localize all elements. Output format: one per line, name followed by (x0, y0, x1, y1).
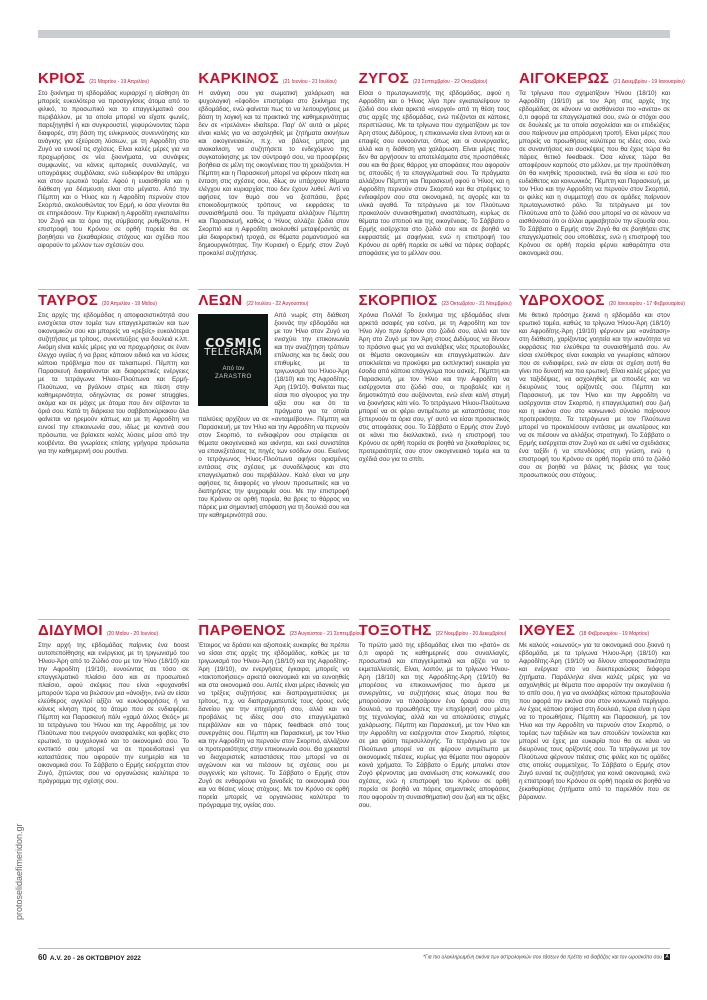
sign-text: Στην αρχή της εβδομάδας παίρνεις ένα boost αυτοπεποίθησης και ενέργειας με τη τριγωνισμό του Ήλιου-Άρη από το Ζώδιό σου με τον Ήλιο (18/10) και την Αφροδίτη (19/10), ευνοώντας σε τόσο σε επαγγελματικό πλαίσιο όσο και σε προσωπικό πλαίσιο, αφού σκέψεις που είναι «ψυχαναθεί μπορούν τώρα να βιώσουν μια «άνοιξη», ενώ αν είσαι ελεύθερος αγγελοί αξίζει να κυκλοφορήσεις ή να κάνεις κίνηση προς το άτομο που σε ενδιαφέρει. Πέμπτη και Παρασκευή πάλι «χαμό άλλος Θεός» με τα τετράγωνα του Ήλιου και της Αφροδίτης με τον Πλούτωνα που ενεργούν ανασφαλείες και φοβίες στο ερωτικό, το ψυχολογικό και το οικονομικό σου. Το ενστικτό σου μπορεί να σε προειδοποιεί για καταστάσεις που αφορούν την ευημερία και τα οικονομικά σου. Το Σάββατο ο Ερμής εισέρχεται στον Ζυγό, ζητώντας σου να οργανώσεις καλύτερα το πρόγραμμα της σχέσης σου. (38, 642, 189, 786)
sign-header (38, 622, 189, 639)
sign-zygos (359, 70, 510, 289)
sign-text-body: Από νωρίς στη διάθεση ξεκινάς την εβδομάδα και με τον Ήλιο στον Ζυγό να ενισχύει την επικοινωνία και την αναζήτηση τρόπων επίλυσης και τις δικές σου επιθυμίες με τα τριγωνισμό του Ήλιου-Άρη (18/10) και της Αφροδίτης-Άρη (19/10). Φαίνεται πως είσαι πιο σίγουρος για την αξία σου και ότι τα πράγματα για τα οποία παλεύεις αρχίζουν να σε «ανταμείβουν». Πέμπτη και Παρασκευή, με τον Ήλιο και την Αφροδίτη να περνούν στον Σκορπιό, το ενδιαφέρον σου στρέφεται σε θέματα οικογενειακά και ακίνητα, και εκεί συνιστάται να επανεξετάσεις τις πηγές των εσόδων σου. Εκείνος ο τετράγωνος Ήλιος-Πλούτωνα αφήνει ορισμένες εντάσεις στις σχέσεις με συναδέλφους και στο επαγγελματικό σου περιβάλλον. Καλό είναι να μην αφήσεις τις διαφορές να γίνουν προσωπικές και να διατηρήσεις την ψυχραιμία σου. Με την επιστροφή του Κρόνου σε ορθή πορεία, θα βρεις το θάρρος να πάρεις μια σημαντική απόφαση για τη δουλειά σου και την καθημερινότητά σου. (198, 311, 350, 519)
sign-header (198, 622, 364, 640)
sign-dates: (21 Ιουνίου - 21 Ιουλίου) (282, 79, 337, 85)
sign-title: ΛΕΩΝ (198, 291, 243, 309)
sign-header (359, 292, 510, 309)
sign-title: ΤΟΞΟΤΗΣ (358, 622, 432, 640)
horoscope-columns (38, 70, 685, 950)
promo-by: Από τον (222, 365, 245, 372)
sign-aigokeros (518, 70, 685, 289)
sign-text: Στο ξεκίνημα τη εβδομάδας κυριαρχεί η αίσθηση ότι μπορείς ευκολότερα να προσεγγίσεις άτομα από το φιλικό, το προσωπικό και το επαγγελματικό σου περιβάλλον, με τα οποία μπορεί να είχατε φωνές, παρεξηγηθεί ή και συγκρουστεί, γεφυρώνοντας τώρα διαφορές, στη βάση της ειλικρινούς συνεννόησης και ανάγκης για εξεύρεση λύσεων, με τη Αφροδίτη στο Ζυγό να ευνοεί τις σχέσεις. Είναι καλές μέρες για να προχωρήσεις σε νέα ξεκινήματα, να συνάψεις συμφωνίες, να κάνεις εμπορικές συναλλαγές, να υπογράψεις συμβόλαια, ενώ ευδιαφέρον θα υπάρχει και στον ερωτικό τομέα. Αφού η ευαισθησία και η διάθεση για δέσμευση είναι στο μέγιστο. Από την Πέμπτη και ο Ήλιος και η Αφροδίτη περνούν στον Σκορπιό, ακολουθώντας τον Ερμή, κι όσα γίνονται θα σε επηρεάσουν. Την Κυριακή η Αφροδίτη εγκαταλείπει τον Ζυγό και τα όρια της σύμβασης ρυθμίζονται. Η επιστροφή του Κρόνου σε ορθή πορεία θα σε βοηθήσει να ξεκαθαρίσεις στόχους και σχέδια που αφορούν το μέλλον των σχέσεών σου. (38, 90, 189, 249)
sign-dates: (20 Ιανουαρίου - 17 Φεβρουαρίου) (608, 300, 685, 307)
sign-header (518, 70, 685, 87)
sign-title: ΚΑΡΚΙΝΟΣ (198, 70, 279, 87)
page-number (38, 953, 141, 962)
footnote-text: *Για πιο ολοκληρωμένη εικόνα των αστρολογικών σου τάσεων θα πρέπει να διαβάζεις και τον ωροσκόπο σου (423, 954, 662, 961)
sign-text: Χρόνια Πολλά! Το ξεκίνημα της εβδομάδας είναι αρκετά ασαφές για εσένα, με τη Αφροδίτη και τον Ήλιο λίγο πριν έρθουν στο ζώδιό σου, αλλά και τον Άρη στο Ζυγό με τον Άρη στους Διδύμους να δίνουν το πράσινο φως για να αναλάβεις νέες πρωτοβουλίες σε θέματα οικονομικών και επαγγελματικών. Δεν αποκλείεται να προκύψει μια εκπληκτική ευκαιρία για έσοδα από κάποιο επάγγελμα που ασκείς. Πέμπτη και Παρασκευή, με τον Ήλιο και την Αφροδίτη να εισέρχονται στο ζώδιό σου, οι προβολές και η δημοτικότητά σου αυξάνονται, ενώ είναι καλή στιγμή να ξεκινήσεις κάτι νέο. Το τετράγωνο Ήλιου-Πλούτωνα μπορεί να σε φέρει αντιμέτωπο με καταστάσεις που ξεπερνούν τα όρια σου, γι' αυτό να είσαι προσεκτικός στις αποφάσεις σου. Το Σάββατο ο Ερμής στον Ζυγό σε κάνει πιο διαλλακτικό, ενώ η επιστροφή του Κρόνου σε ορθή πορεία σε βοηθά να ξεκαθαρίσεις τις προτεραιότητές σου στον οικογενειακό τομέα και τα σχέδιά σου για το σπίτι. (358, 311, 510, 463)
page-number-value: 60 (38, 952, 47, 962)
sign-header (38, 70, 189, 87)
sign-krios (38, 70, 189, 289)
sign-text (198, 312, 349, 520)
sign-header (198, 292, 349, 309)
sign-text: Έτοιμος να δράσει και αξιοποιείς ευκαιρίες θα πρέπει να είσαι στις αρχές της εβδομάδας, καθώς με τα τριγωνισμό του Ήλιου-Άρη (18/10) και της Αφροδίτης-Άρη (19/10), αν ενεργήσεις έγκαιρα, μπορείς να «τακτοποιήσεις» αρκετά οικονομικά και να ευνοηθείς και στα οικονομικά σου. Αυτές είναι μέρες ιδανικές για να τρέξεις συζητήσεις και διαπραγματεύσεις με τρίτους, π.χ. να διαπραγματευτείς τους όρους ενός δανείου για την επιχείρησή σου, αλλά και να προβάλεις τις ιδέες σου στο επαγγελματικό περιβάλλον και να πάρεις feedback από τους συνεργάτες σου. Πέμπτη και Παρασκευή, με τον Ήλιο και την Αφροδίτη να περνούν στον Σκορπιό, αλλάζουν οι προτεραιότητες στην επικοινωνία σου. Θα χρειαστεί να διαχειριστείς καταστάσεις που μπορεί να σε αγχώνουν και να πιέσουν τις σχέσεις σου με συγγενείς και γείτονες. Το Σάββατο ο Ερμής στον Ζυγό σε ενθαρρύνει να ξαναδείς τα οικονομικά σου και να θέσεις νέους στόχους. Με τον Κρόνο σε ορθή πορεία μπορείς να οργανώσεις καλύτερα το πρόγραμμα της υγείας σου. (198, 642, 350, 810)
sign-text: Στις αρχές της εβδομάδας η αποφασιστικότητά σου ενισχύεται στον τομέα των επαγγελματικών και των οικονομικών σου και μπορείς να «ρεξείς» ευκολότερα συζητήσεις με τρίτους, συνεντεύξεις για δουλειά κ.λπ. Ακόμη είναι καλές μέρες για να προχωρήσεις σε έναν έλεγχο υγείας ή να βρεις κάποιον ειδικό και να λύσεις κάποιο πρόβλημα που σε ταλαιπωρεί. Πέμπτη και Παρασκευή διαφαίνονται και διαφορετικές ενέργειες με τα τετράγωνα Ήλιου-Πλούτωνα και Ερμή-Πλούτωνα, να βγάλουν στρες και πίεση στην καθημερινότητα, οδηγώντας σε power struggles, ακόμα και σε μάχες με άτομα που δεν σέβονται τα όριά σου. Κατά τη διάρκεια του σαββατοκύριακου όλα φαίνεται να ηρεμούν κάπως και με τη Αφροδίτη να ευνοεί την επικοινωνία σου, ιδίως με κοντινά σου πρόσωπα, να βρίσκετε καλές λύσεις μέσα από την κουβέντα. Θα γνωρίσεις επίσης γρήγορα πρόσωπα για την καθημερινή σου ρουτίνα. (38, 311, 189, 455)
sign-header (359, 622, 510, 639)
sign-text: Είσαι ο πρωταγωνιστής της εβδομάδας, αφού η Αφροδίτη και ο Ήλιος λίγο πριν εγκαταλείψουν το ζώδιό σου είναι αρκετά «ενεργοί» από τη θέση τους στις αρχές της εβδομάδας, ενώ πιέζονται σε κάποιες περιπτώσεις. Με τα τρίγωνα που σχηματίζουν με τον Άρη στους Διδύμους, η επικοινωνία είναι έντονη και οι επαφές σου ευνοούνται, όπως και οι συνεργασίες, αλλά και η διάθεση για χαλάρωση. Είναι μέρες που δεν θα αργήσουν τα αποτελέσματα στις προσπάθειές σου και θα βρεις θάρρος για αποφάσεις που αφορούν τις σπουδές ή τα επαγγελματικά σου. Τα πράγματα αλλάζουν Πέμπτη και Παρασκευή αφού ο Ήλιος και η Αφροδίτη περνούν στον Σκορπιό και θα στρέψεις το ενδιαφέρον σου στα οικονομικά, τις αγορές και τα υλικά αγαθά. Τα τετράγωνα με τον Πλούτωνα προκαλούν συναισθηματική αναστάτωση, κυρίως σε θέματα του σπιτιού και της οικογένειας. Το Σάββατο ο Ερμής εισέρχεται στο ζώδιό σου και σε βοηθά να εκφραστείς με σαφήνεια, ενώ η επιστροφή του Κρόνου σε ορθή πορεία σε ωθεί να πάρεις σοβαρές αποφάσεις για το μέλλον σου. (358, 90, 510, 257)
sign-header (359, 70, 510, 87)
page-footer (38, 948, 670, 965)
sign-dates: (21 Δεκεμβρίου - 19 Ιανουαρίου) (613, 79, 685, 85)
sign-leon (198, 289, 349, 620)
column-3 (359, 70, 510, 950)
sign-skorpios (359, 289, 510, 620)
column-4 (518, 70, 685, 950)
sign-header (519, 622, 670, 639)
sign-header (518, 291, 685, 309)
sign-dates: (23 Αυγούστου - 21 Σεπτεμβρίου) (289, 631, 364, 638)
sign-toxotis (359, 619, 510, 950)
sign-text: Η ανάγκη σου για σωματική χαλάρωση και ψυχολογική «έφοδο» επιστρέφει στο ξεκίνημα της εβδομάδας, ενώ φαίνεται πως το να λειτουργήσεις με βάση τη λογική και τα πρακτικά της καθημερινότητας δεν σε «τρελάνει» ιδιαίτερα. Παρ' όλ' αυτά οι μέρες είναι καλές για να ασχοληθείς με ζητήματα ακινήτων και οικογενειακών, π.χ. να βάλεις μπρος μια ανακαίνιση, να συζητήσετε το ενδεχόμενο της συγκατοίκησης με τον σύντροφό σου, να προσφέρεις βοήθεια σε μέλη της οικογένειας που τη χρειάζονται. Η Πέμπτη και η Παρασκευή μπορεί να φέρουν πίεση και ένταση στις σχέσεις σου, ιδίως αν υπάρχουν θέματα ελέγχου και κυριαρχίας που δεν έχουν λυθεί. Αντί να αφήσεις τον θυμό σου να ξεσπάσει, βρες εποικοδομητικούς τρόπους να εκφράσεις τα συναισθήματά σου. Τα πράγματα αλλάζουν Πέμπτη και Παρασκευή, καθώς ο Ήλιος αλλάζει ζώδιο στον Σκορπιό και η Αφροδίτη ακολουθεί μεταφέροντάς σε μία διαφορετική τροχιά, σε θέματα ρομαντισμού και δημιουργικότητας. Την Κυριακή ο Ερμής στον Ζυγό προκαλεί συζητήσεις. (198, 90, 350, 257)
sign-text: Το πρώτο μισό της εβδομάδας είναι πιο «βατό» σε ό,τι αφορά τις καθημερινές σου συναλλαγές, προσωπικά και επαγγελματικά και αξίζει να το εκμεταλλευτείς. Είναι, λοιπόν, με το τρίγωνο Ήλιου-Άρη (18/10) και της Αφροδίτης-Άρη (19/10) θα μπορέσεις να επικοινωνήσεις πιο άμεσα με συνεργάτες, να συζητήσεις ισως άτομα που θα μπορούσαν να πλασάρουν ένα όραμά σου στη δουλειά, να προωθήσεις την επιχείρησή σου μέσω της τεχνολογίας, αλλά και να απολαύσεις στιγμές χαλάρωσης. Πέμπτη και Παρασκευή, με τον Ήλιο και την Αφροδίτη να εισέρχονται στον Σκορπιό, πέφτεις σε μια φάση περισυλλογής. Τα τετράγωνα με τον Πλούτωνα μπορεί να σε φέρουν αντιμέτωπο με οικονομικές πιέσεις, κυρίως για θέματα που αφορούν κοινά χρήματα. Το Σάββατο ο Ερμής μπαίνει στον Ζυγό φέρνοντας μια ανανέωση στις κοινωνικές σου σχέσεις, ενώ η επιστροφή του Κρόνου σε ορθή πορεία σε βοηθά να πάρεις σημαντικές αποφάσεις που αφορούν τη συναισθηματική σου ζωή και τις αξίες σου. (358, 642, 510, 810)
promo-author: ZARASTRO (214, 373, 252, 380)
sign-header (198, 70, 349, 87)
sign-title: ΠΑΡΘΕΝΟΣ (198, 622, 286, 640)
sign-dates: (22 Νοεμβρίου - 20 Δεκεμβρίου) (435, 631, 507, 638)
sign-title: ΚΡΙΟΣ (38, 70, 86, 87)
sign-dates: (18 Φεβρουαρίου - 19 Μαρτίου) (579, 631, 650, 638)
sign-text: Με θετικό πρόσημο ξεκινά η εβδομάδα και στον ερωτικό τομέα, καθώς τα τρίγωνα Ήλιου-Άρη (18/10) και Αφροδίτης-Άρη (19/10) φέρνουν μια «ανάταση» στη διάθεση, χαρίζοντας γοητεία και την ικανότητα να εκφράσεις πιο ελεύθερα τα συναισθήματά σου. Αν είσαι ελεύθερος είναι ευκαιρία να γνωρίσεις κάποιον που σε ενδιαφέρει, ενώ αν είσαι σε σχέση αυτή θα γίνει πιο δυνατή και πιο ερωτική. Είναι καλές μέρες για να ταξιδέψεις, να ασχοληθείς με σπουδές και να διευρύνεις τους ορίζοντές σου. Πέμπτη και Παρασκευή, με τον Ήλιο και την Αφροδίτη να εισέρχονται στον Σκορπιό, η επαγγελματική σου ζωή και η εικόνα σου στο κοινωνικό σύνολο παίρνουν προτεραιότητα. Τα τετράγωνα με τον Πλούτωνα μπορεί να προκαλέσουν εντάσεις με ανωτέρους και να σε πιέσουν να αλλάξεις στρατηγική. Το Σάββατο ο Ερμής εισέρχεται στον Ζυγό και σε ωθεί να σχεδιάσεις ένα ταξίδι ή να επενδύσεις στη γνώση, ενώ η επιστροφή του Κρόνου σε ορθή πορεία από το ζώδιό σου σε βοηθά να βάλεις τις βάσεις για τους προσωπικούς σου στόχους. (518, 311, 670, 479)
sign-dates: (21 Μαρτίου - 19 Απριλίου) (89, 79, 149, 85)
cosmic-telegram-promo (198, 314, 268, 406)
sign-title: ΖΥΓΟΣ (358, 70, 410, 87)
promo-title-1: COSMIC (205, 335, 262, 350)
sign-dates: (22 Ιουλίου - 22 Αυγούστου) (246, 300, 309, 307)
sign-dates: (20 Μαΐου - 20 Ιουνίου) (106, 631, 159, 638)
sign-dates: (23 Σεπτεμβρίου - 22 Οκτωβρίου) (413, 79, 488, 85)
magazine-logo-icon: A (665, 953, 669, 960)
sign-text: Τα τρίγωνα που σχηματίζουν Ήλιου (18/10) και Αφροδίτη (19/10) με τον Άρη στις αρχές της εβδομάδας σε κάνουν να αισθάνεσαι πιο «ανετα» σε ό,τι αφορά τα επαγγελματικά σου, ενώ οι στόχοι σου σε δουλειές με τα οποία ασχολείσαι και οι επιδιώξεις σου παίρνουν μια απρόσμενη τροπή. Είναι μέρες που μπορείς να προωθήσεις καλύτερα τις ιδέες σου, ενώ σε συναντήσεις και συσκέψεις που θα έχεις τώρα θα πάρεις θετικό feedback. Όσα κάνεις τώρα θα αποφέρουν καρπούς στο μέλλον, με την προϋπόθεση ότι θα κινηθείς προσεκτικά, ενώ θα είσαι κι εσύ πιο ευδιάθετος και κοινωνικός. Πέμπτη και Παρασκευή, με τον Ήλιο και την Αφροδίτη να περνούν στον Σκορπιό, οι φιλίες και η συμμετοχή σου σε ομάδες παίρνουν πρωταγωνιστικό ρόλο. Τα τετράγωνα με τον Πλούτωνα από το ζώδιό σου μπορεί να σε κάνουν να αισθάνεσαι ότι οι άλλοι αμφισβητούν την εξουσία σου. Το Σάββατο ο Ερμής στον Ζυγό θα σε βοηθήσει στις επαγγελματικές σου υποθέσεις, ενώ η επιστροφή του Κρόνου σε ορθή πορεία φέρνει καθαρότητα στα οικονομικά σου. (518, 90, 670, 257)
sign-parthenos (198, 619, 364, 950)
column-2 (198, 70, 364, 950)
sign-dates: (20 Απριλίου - 19 Μαΐου) (102, 300, 157, 307)
site-watermark-text: protoselidaefimeridon.gr (14, 823, 24, 920)
sign-title: ΥΔΡΟΧΟΟΣ (518, 291, 605, 309)
site-watermark (14, 620, 26, 920)
sign-title: ΣΚΟΡΠΙΟΣ (358, 291, 438, 309)
sign-title: ΤΑΥΡΟΣ (38, 291, 98, 309)
column-1 (38, 70, 189, 950)
promo-title-2: TELEGRAM (204, 346, 263, 358)
sign-didymoi (38, 619, 189, 950)
sign-ydroxoos (518, 289, 685, 620)
sign-tavros (38, 289, 189, 620)
sign-text: Με καλούς «οιωνούς» για τα οικονομικά σου ξεκινά η εβδομάδα, με τα τρίγωνα Ήλιου-Άρη (18/10) και Αφροδίτης-Άρη (19/10) να δίνουν αποφασιστικότητα και ενέργεια στο να διεκπεραιώσεις διάφορα ζητήματα. Παράλληλα είναι καλές μέρες για να ασχοληθείς με θέματα που αφορούν την οικογένεια ή το σπίτι σου, ή για να αναλάβεις κάποια πρωτοβουλία που αφορά την εικόνα σου στον κοινωνικό περίγυρο. Αν έχεις κάποιο project στη δουλειά, τώρα είναι η ώρα να το προωθήσεις. Πέμπτη και Παρασκευή, με τον Ήλιο και την Αφροδίτη να περνούν στον Σκορπιό, ο τομέας των ταξιδιών και των σπουδών τονώνεται και μπορεί να έχεις μια ευκαιρία που θα σε κάνει να διευρύνεις τους ορίζοντές σου. Τα τετράγωνα με τον Πλούτωνα φέρνουν πιέσεις στις φιλίες και τις ομάδες στις οποίες συμμετέχεις. Το Σάββατο ο Ερμής στον Ζυγό ευνοεί τις συζητήσεις για κοινά οικονομικά, ενώ η επιστροφή του Κρόνου σε ορθή πορεία σε βοηθά να ξεκαθαρίσεις ζητήματα από το παρελθόν που σε βάραιναν. (518, 642, 670, 802)
issue-date: Α.V. 20 - 26 ΟΚΤΩΒΡΙΟΥ 2022 (49, 954, 141, 962)
sign-title: ΔΙΔΥΜΟΙ (38, 622, 103, 640)
sign-karkinos (198, 70, 349, 289)
sign-title: ΙΧΘΥΕΣ (518, 622, 576, 640)
sign-dates: (23 Οκτωβρίου - 21 Νοεμβρίου) (441, 300, 512, 307)
sign-ixthyes (519, 619, 670, 950)
sign-header (38, 292, 189, 309)
sign-title: ΑΙΓΟΚΕΡΩΣ (518, 70, 610, 87)
top-bar (38, 30, 670, 38)
footnote (423, 954, 670, 960)
